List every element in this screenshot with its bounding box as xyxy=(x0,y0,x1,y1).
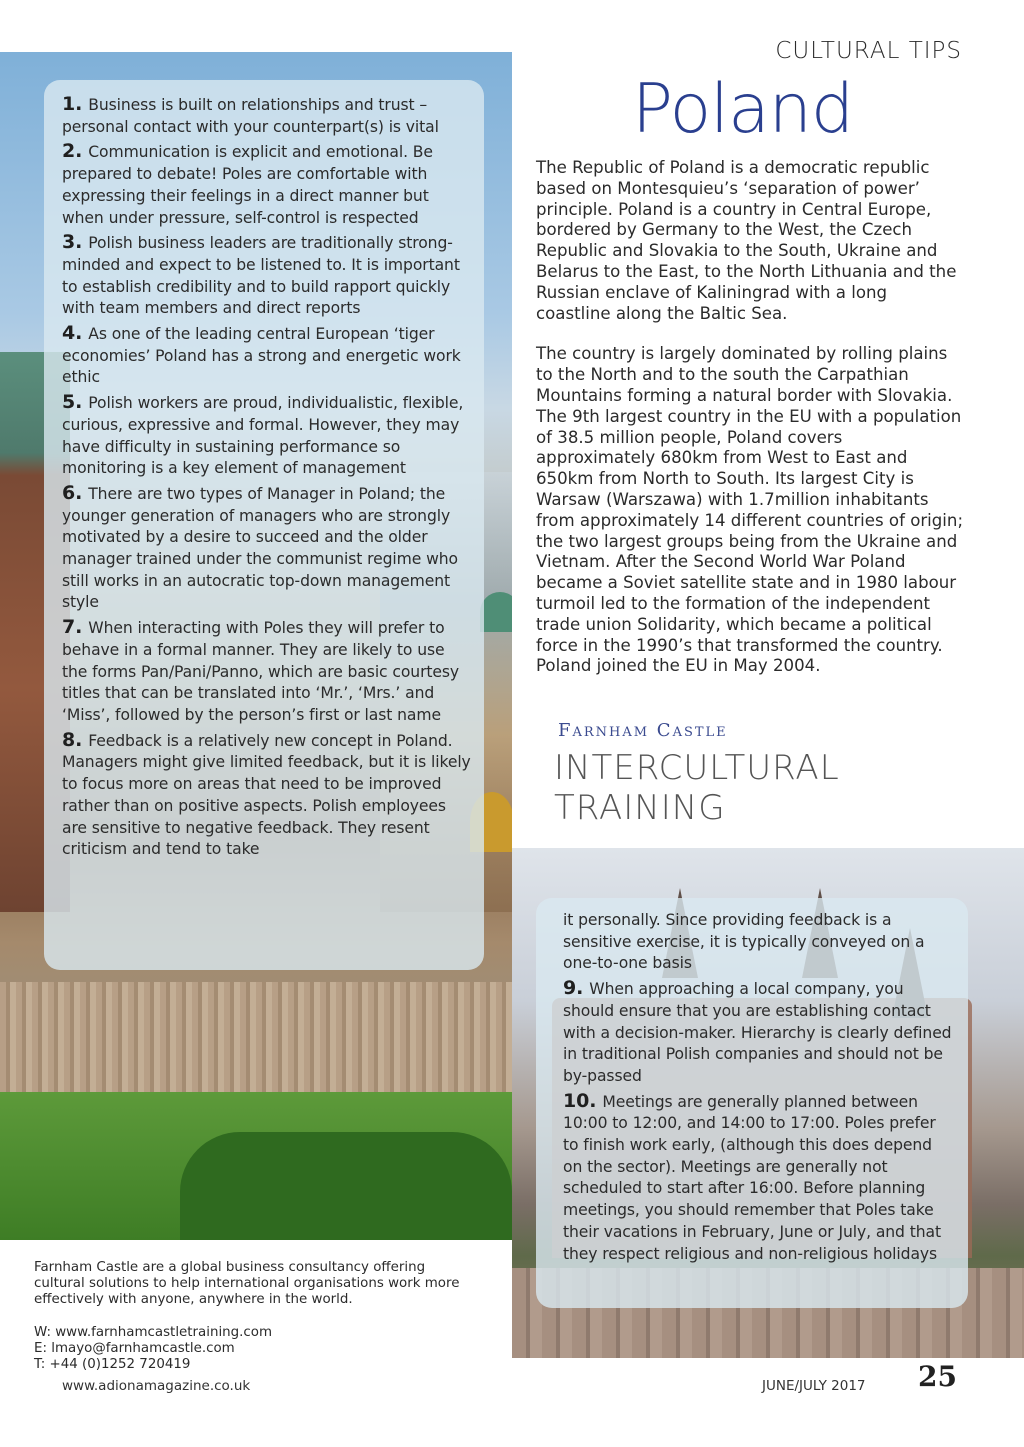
plaza-crowd xyxy=(0,982,512,1102)
contact-blurb: Farnham Castle are a global business consultancy offering cultural solutions to help international organisations work more effectively with anyone, anywhere in the world. xyxy=(34,1260,460,1308)
tip-number: 10. xyxy=(563,1089,597,1112)
tip-text: Polish workers are proud, individualistic, flexible, curious, expressive and formal. However, they may have difficulty in sustaining performance so monitoring is a key element of management xyxy=(62,394,464,478)
contact-email-link[interactable]: E: lmayo@farnhamcastle.com xyxy=(34,1340,235,1356)
tip-text: Meetings are generally planned between 10:00 to 12:00, and 14:00 to 17:00. Poles prefer to finish work early, (although this does depend on the sector). Meetings are generally not scheduled to start after 16:00. Before planning meetings, you should remember that Poles take their vacations in February, June or July, and that they respect religious and non-religious holidays xyxy=(563,1092,941,1263)
tip-item xyxy=(563,1091,955,1266)
tip-text: Communication is explicit and emotional. Be prepared to debate! Poles are comfortable with expressing their feelings in a direct manner but when under pressure, self-control is respected xyxy=(62,143,433,227)
section-label: CULTURAL TIPS xyxy=(775,38,962,64)
tips-list-left xyxy=(62,94,472,864)
tip-continuation: it personally. Since providing feedback is a sensitive exercise, it is typically conveyed on a one-to-one basis xyxy=(563,911,925,973)
page-number: 25 xyxy=(918,1360,957,1393)
intro-text xyxy=(536,158,966,697)
contact-phone: T: +44 (0)1252 720419 xyxy=(34,1357,191,1373)
tip-text: Feedback is a relatively new concept in Poland. Managers might give limited feedback, but it is likely to focus more on areas that need to be improved rather than on positive aspects. Polish employees are sensitive to negative feedback. They resent criticism and tend to take xyxy=(62,731,471,859)
logo-training: TRAINING xyxy=(554,788,726,828)
tip-item xyxy=(62,94,472,138)
farnham-castle-logo: Farnham Castle xyxy=(558,720,728,741)
tip-number: 1. xyxy=(62,93,83,115)
tip-item xyxy=(62,141,472,229)
green-dome xyxy=(480,592,512,632)
tip-item xyxy=(62,483,472,614)
tip-number: 5. xyxy=(62,391,83,414)
tip-text: When approaching a local company, you should ensure that you are establishing contact with a decision-maker. Hierarchy is clearly defined in traditional Polish companies and should not be by-passed xyxy=(563,980,952,1085)
tip-number: 6. xyxy=(62,481,83,504)
tip-text: Polish business leaders are traditionally strong-minded and expect to be listened to. It is important to establish credibility and to build rapport quickly with team members and direct reports xyxy=(62,234,460,318)
tip-text: Business is built on relationships and trust – personal contact with your counterpart(s) is vital xyxy=(62,96,439,136)
trees xyxy=(180,1132,512,1240)
page-title: Poland xyxy=(632,70,854,149)
tip-number: 4. xyxy=(62,322,83,345)
tip-text: There are two types of Manager in Poland; the younger generation of managers who are strongly motivated by a desire to succeed and the older manager trained under the communist regime who still works in an autocratic top-down management style xyxy=(62,484,458,612)
contact-web-link[interactable]: W: www.farnhamcastletraining.com xyxy=(34,1324,273,1340)
tips-list-right xyxy=(563,910,955,1268)
footer-date: JUNE/JULY 2017 xyxy=(762,1378,866,1394)
tip-item xyxy=(62,617,472,727)
tip-item xyxy=(62,323,472,389)
tip-item xyxy=(62,730,472,861)
tip-number: 2. xyxy=(62,140,83,163)
logo-intercultural: INTERCULTURAL xyxy=(554,748,840,788)
tip-text: When interacting with Poles they will prefer to behave in a formal manner. They are likely to use the forms Pan/Pani/Panno, which are basic courtesy titles that can be translated into ‘Mr.’, ‘Mrs.’ and ‘Miss’, followed by the person’s first or last name xyxy=(62,619,460,724)
tip-item xyxy=(62,392,472,480)
contact-info xyxy=(34,1260,474,1373)
tip-item xyxy=(563,978,955,1088)
tip-item xyxy=(62,232,472,320)
intro-paragraph: The Republic of Poland is a democratic republic based on Montesquieu’s ‘separation of power’ principle. Poland is a country in Central Europe, bordered by Germany to the West, the Czech Republic and Slovakia to the South, Ukraine and Belarus to the East, to the North Lithuania and the Russian enclave of Kaliningrad with a long coastline along the Baltic Sea. xyxy=(536,158,957,323)
tip-number: 3. xyxy=(62,231,83,254)
tip-text: As one of the leading central European ‘tiger economies’ Poland has a strong and energetic work ethic xyxy=(62,325,461,387)
tip-number: 7. xyxy=(62,616,83,639)
footer-url[interactable]: www.adionamagazine.co.uk xyxy=(62,1378,251,1394)
intro-paragraph: The country is largely dominated by rolling plains to the North and to the south the Carpathian Mountains forming a natural border with Slovakia. The 9th largest country in the EU with a population of 38.5 million people, Poland covers approximately 680km from West to East and 650km from North to South. Its largest City is Warsaw (Warszawa) with 1.7million inhabitants from approximately 14 different countries of origin; the two largest groups being from the Ukraine and Vietnam. After the Second World War Poland became a Soviet satellite state and in 1980 labour turmoil led to the formation of the independent trade union Solidarity, which became a political force in the 1990’s that transformed the country. Poland joined the EU in May 2004. xyxy=(536,344,964,676)
tip-number: 8. xyxy=(62,728,83,751)
tip-number: 9. xyxy=(563,977,584,1000)
